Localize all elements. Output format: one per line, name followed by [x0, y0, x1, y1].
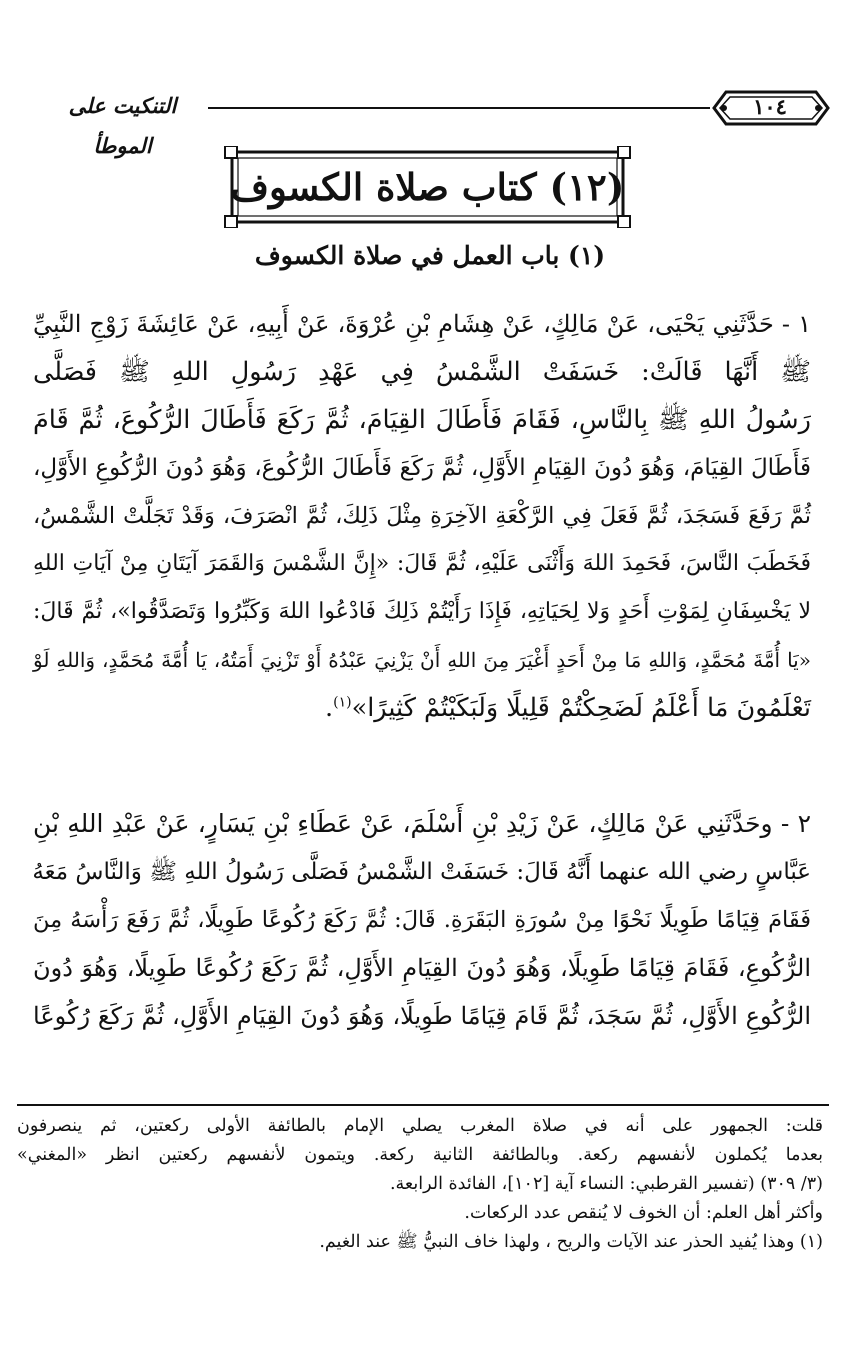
text-line: ثُمَّ رَفَعَ فَسَجَدَ، ثُمَّ فَعَلَ فِي الرَّكْعَةِ الآخِرَةِ مِثْلَ ذَلِكَ، ثُمَّ انْصَرَفَ، وَقَدْ تَجَلَّتْ الشَّمْسُ،: [33, 503, 811, 529]
running-title: التنكيت على الموطأ: [68, 93, 177, 158]
text-line: ٢ - وحَدَّثَنِي عَنْ مَالِكٍ، عَنْ زَيْدِ بْنِ أَسْلَمَ، عَنْ عَطَاءِ بْنِ يَسَارٍ، عَنْ عَبْدِ اللهِ بْنِ: [33, 809, 811, 838]
page-number-ornament: [712, 88, 830, 128]
section-title: (١) باب العمل في صلاة الكسوف: [254, 241, 606, 270]
text-line: عَبَّاسٍ رضي الله عنهما أَنَّهُ قَالَ: خَسَفَتْ الشَّمْسُ فَصَلَّى رَسُولُ اللهِ ﷺ وَالنَّاسُ مَعَهُ: [32, 859, 811, 885]
chapter-title: (١٢) كتاب صلاة الكسوف: [230, 165, 625, 209]
footnote-line: قلت: الجمهور على أنه في صلاة المغرب يصلي الإمام بالطائفة الأولى ركعتين، ثم ينصرفون: [17, 1116, 823, 1136]
footnote-line: بعدما يُكملون لأنفسهم ركعة. وبالطائفة الثانية ركعة. ويتمون لأنفسهم ركعتين انظر «المغني»: [17, 1145, 823, 1165]
text-line: الرُّكُوعِ، فَقَامَ قِيَامًا طَوِيلًا، وَهُوَ دُونَ القِيَامِ الأَوَّلِ، ثُمَّ رَكَعَ رُكُوعًا طَوِيلًا، وَهُوَ دُونَ: [33, 954, 811, 982]
text-line: فَأَطَالَ القِيَامَ، وَهُوَ دُونَ القِيَامِ الأَوَّلِ، ثُمَّ رَكَعَ فَأَطَالَ الرُّكُوعَ، وَهُوَ دُونَ الرُّكُوعِ الأَوَّلِ،: [33, 455, 811, 481]
text-line: فَخَطَبَ النَّاسَ، فَحَمِدَ اللهَ وَأَثْنَى عَلَيْهِ، ثُمَّ قَالَ: «إِنَّ الشَّمْسَ وَالقَمَرَ آيَتَانِ مِنْ آيَاتِ اللهِ: [33, 551, 811, 576]
text-line-last: تَعْلَمُونَ مَا أَعْلَمُ لَضَحِكْتُمْ قَلِيلًا وَلَبَكَيْتُمْ كَثِيرًا»$^{(١)}$.: [325, 693, 811, 723]
text-line: ١ - حَدَّثَنِي يَحْيَى، عَنْ مَالِكٍ، عَنْ هِشَامِ بْنِ عُرْوَةَ، عَنْ أَبِيهِ، عَنْ عَائِشَةَ زَوْجِ النَّبِيِّ: [33, 310, 811, 338]
text-line: «يَا أُمَّةَ مُحَمَّدٍ، وَاللهِ مَا مِنْ أَحَدٍ أَغْيَرَ مِنَ اللهِ أَنْ يَزْنِيَ عَبْدُهُ أَوْ تَزْنِيَ أَمَتُهُ، يَا أُمَّةَ مُحَمَّدٍ، وَاللهِ لَوْ: [33, 648, 811, 672]
text-line: فَقَامَ قِيَامًا طَوِيلًا نَحْوًا مِنْ سُورَةِ البَقَرَةِ. قَالَ: ثُمَّ رَكَعَ رُكُوعًا طَوِيلًا، ثُمَّ رَفَعَ رَأْسَهُ مِنَ: [33, 907, 811, 933]
hadith-2: [33, 800, 811, 1040]
header-rule: [208, 107, 710, 109]
text-line: لا يَخْسِفَانِ لِمَوْتِ أَحَدٍ وَلا لِحَيَاتِهِ، فَإِذَا رَأَيْتُمْ ذَلِكَ فَادْعُوا اللهَ وَكَبِّرُوا وَتَصَدَّقُوا»، ثُمَّ قَالَ:: [33, 599, 811, 624]
page-number: ١٠٤: [753, 94, 787, 119]
footnote-reference: (١): [333, 694, 352, 711]
footnote-line: وأكثر أهل العلم: أن الخوف لا يُنقص عدد الركعات.: [464, 1203, 823, 1223]
footnotes: [17, 1112, 823, 1257]
hadith-1: [33, 300, 811, 732]
text-line-content: تَعْلَمُونَ مَا أَعْلَمُ لَضَحِكْتُمْ قَلِيلًا وَلَبَكَيْتُمْ كَثِيرًا»: [351, 693, 811, 723]
footnote-line: (٣/ ٣٠٩) (تفسير القرطبي: النساء آية [١٠٢]، الفائدة الرابعة.: [389, 1174, 823, 1194]
footnote-rule: [17, 1104, 829, 1106]
chapter-title-box: [222, 146, 633, 228]
running-header: [40, 86, 830, 158]
text-line: ﷺ أَنَّهَا قَالَتْ: خَسَفَتْ الشَّمْسُ فِي عَهْدِ رَسُولِ اللهِ ﷺ فَصَلَّى: [33, 357, 811, 387]
text-line: رَسُولُ اللهِ ﷺ بِالنَّاسِ، فَقَامَ فَأَطَالَ القِيَامَ، ثُمَّ رَكَعَ فَأَطَالَ الرُّكُوعَ، ثُمَّ قَامَ: [33, 405, 811, 435]
footnote-1: (١) وهذا يُفيد الحذر عند الآيات والريح ، ولهذا خاف النبيُّ ﷺ عند الغيم.: [319, 1232, 823, 1252]
text-line: الرُّكُوعِ الأَوَّلِ، ثُمَّ سَجَدَ، ثُمَّ قَامَ قِيَامًا طَوِيلًا، وَهُوَ دُونَ القِيَامِ الأَوَّلِ، ثُمَّ رَكَعَ رُكُوعًا: [33, 1002, 811, 1030]
